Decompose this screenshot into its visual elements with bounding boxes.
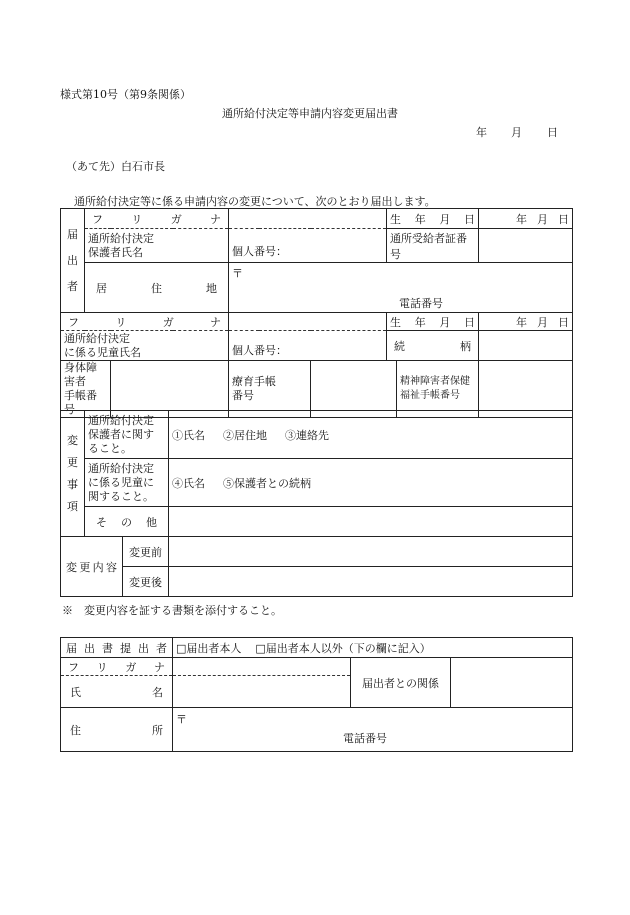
child-name-label: 通所給付決定 に係る児童氏名 [61, 331, 229, 361]
seishin-field[interactable] [479, 361, 573, 418]
shintai-field[interactable] [111, 361, 229, 418]
jukyusha-field[interactable] [479, 229, 573, 263]
after-field[interactable] [169, 567, 573, 597]
jukyusha-label: 通所受給者証番号 [387, 229, 479, 263]
item1-options[interactable]: ①氏名 ②居住地 ③連絡先 [169, 411, 573, 459]
henko-label: 変 更 事 項 [61, 411, 85, 537]
item1-label: 通所給付決定 保護者に関す ること。 [85, 411, 169, 459]
form-title: 通所給付決定等申請内容変更届出書 [222, 107, 398, 120]
t3-furigana-field[interactable] [173, 658, 351, 676]
intro-text: 通所給付決定等に係る申請内容の変更について、次のとおり届出します。 [74, 195, 436, 208]
child-birth-label: 生 年 月 日 [387, 313, 479, 331]
relation-label: 届出者との関係 [351, 658, 451, 708]
date-year: 年 [476, 126, 487, 139]
after-label: 変更後 [123, 567, 169, 597]
todokede-label: 届 出 者 [61, 209, 85, 313]
shintai-label: 身体障害者 手帳番号 [61, 361, 111, 418]
form-number: 様式第10号（第9条関係） [60, 88, 191, 101]
hogosha-name-field[interactable]: 個人番号： [229, 229, 387, 263]
before-label: 変更前 [123, 537, 169, 567]
child-name-field[interactable]: 個人番号： [229, 331, 387, 361]
change-table [60, 410, 573, 597]
addressee: （あて先）白石市長 [66, 160, 165, 173]
address-label: 居 住 地 [85, 263, 229, 313]
other-field[interactable] [169, 507, 573, 537]
seishin-label: 精神障害者保健 福祉手帳番号 [397, 361, 479, 418]
t3-name-field[interactable] [173, 676, 351, 708]
zokugara-field[interactable] [479, 331, 573, 361]
item2-label: 通所給付決定 に係る児童に 関すること。 [85, 459, 169, 507]
item2-options[interactable]: ④氏名 ⑤保護者との続柄 [169, 459, 573, 507]
submitter-table [60, 637, 573, 752]
birth-label: 生 年 月 日 [387, 209, 479, 229]
t3-furigana-label: フ リ ガ ナ [61, 658, 173, 676]
t3-name-label: 氏 名 [61, 676, 173, 708]
content-label: 変 更 内 容 [61, 537, 123, 597]
furigana-field[interactable] [229, 209, 387, 229]
t3-address-label: 住 所 [61, 708, 173, 752]
submitter-options[interactable] [173, 638, 573, 658]
submitter-label: 届 出 書 提 出 者 [61, 638, 173, 658]
child-birth-field[interactable]: 年 月 日 [479, 313, 573, 331]
address-field[interactable]: 〒 電話番号 [229, 263, 573, 313]
date-month: 月 [511, 126, 522, 139]
applicant-table [60, 208, 573, 418]
relation-field[interactable] [451, 658, 573, 708]
opt-other-checkbox[interactable]: □届出者本人以外（下の欄に記入） [255, 641, 431, 655]
zokugara-label: 続 柄 [387, 331, 479, 361]
ryoiku-label: 療育手帳 番号 [229, 361, 311, 418]
ryoiku-field[interactable] [311, 361, 397, 418]
date-day: 日 [547, 126, 558, 139]
child-furigana-label: フ リ ガ ナ [61, 313, 229, 331]
birth-field[interactable]: 年 月 日 [479, 209, 573, 229]
other-label: そ の 他 [85, 507, 169, 537]
t3-address-field[interactable]: 〒 電話番号 [173, 708, 573, 752]
hogosha-name-label: 通所給付決定 保護者氏名 [85, 229, 229, 263]
before-field[interactable] [169, 537, 573, 567]
opt-self-checkbox[interactable]: □届出者本人 [176, 641, 242, 655]
furigana-label: フ リ ガ ナ [85, 209, 229, 229]
child-furigana-field[interactable] [229, 313, 387, 331]
attachment-note: ※ 変更内容を証する書類を添付すること。 [62, 604, 282, 617]
